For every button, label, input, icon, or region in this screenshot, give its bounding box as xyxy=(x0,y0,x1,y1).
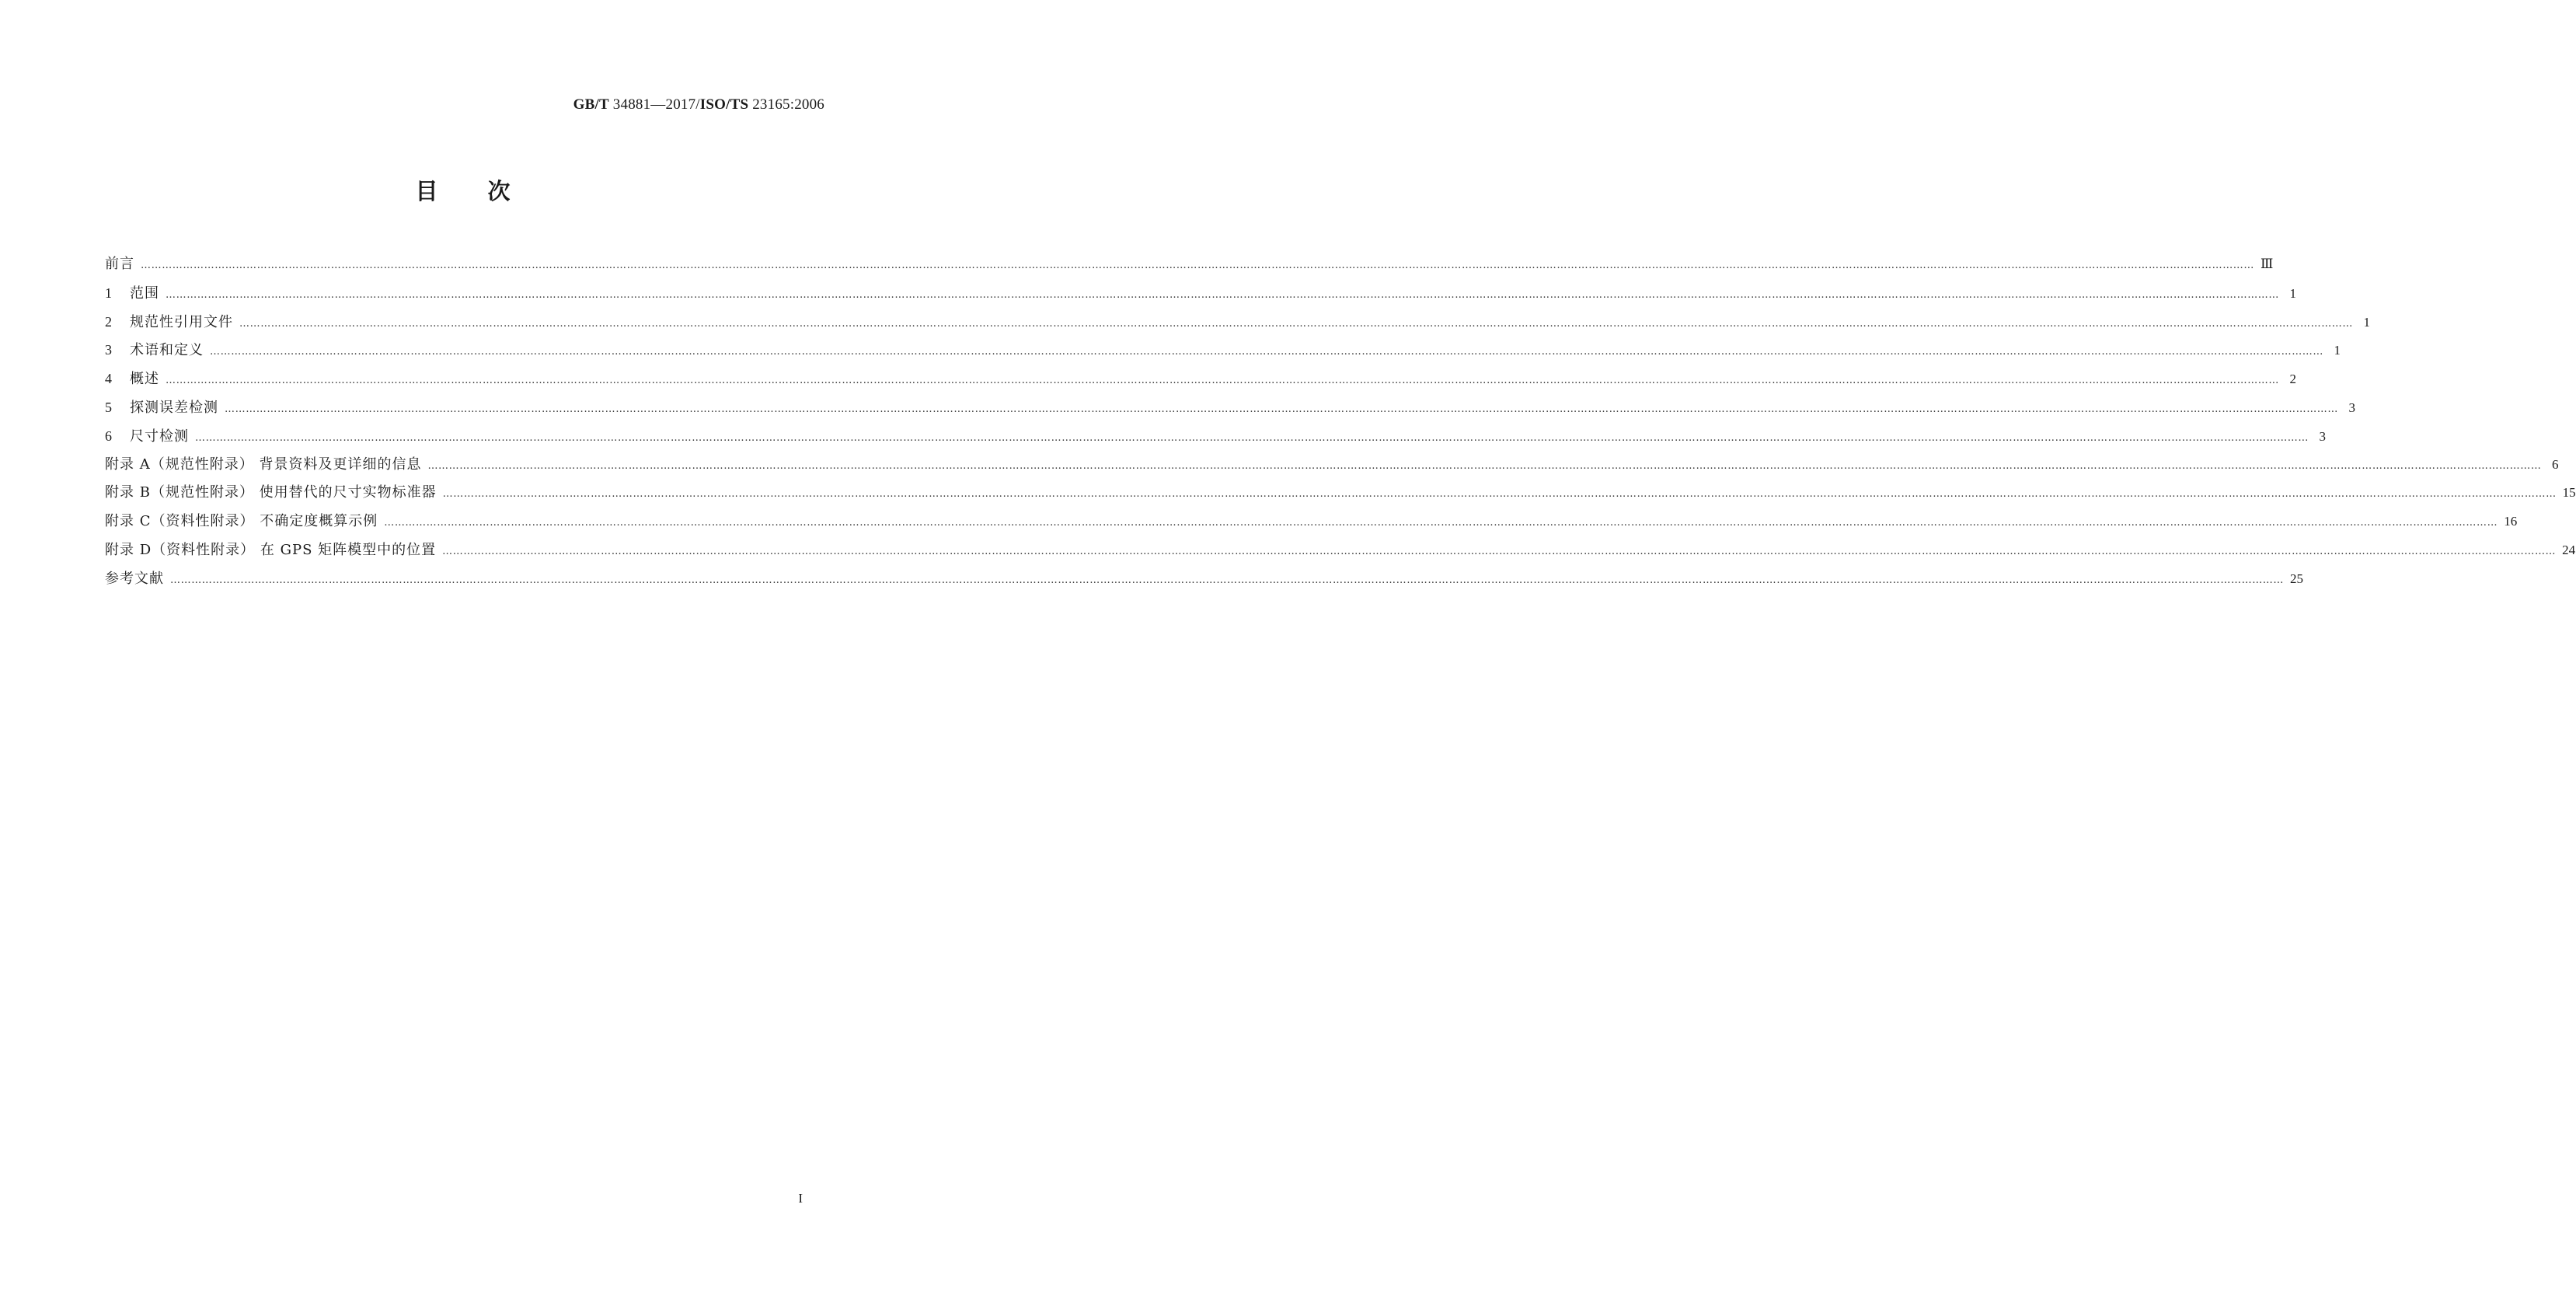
toc-entry-number: 5 xyxy=(105,399,113,415)
toc-entry-label xyxy=(105,479,437,508)
toc-entry-annex-d[interactable] xyxy=(105,536,2576,565)
toc-entry-page: 6 xyxy=(2551,456,2559,472)
toc-entry-title: 参考文献 xyxy=(105,570,164,587)
toc-entry-annex-b[interactable] xyxy=(105,479,2576,508)
toc-entry-number: 2 xyxy=(105,313,113,330)
toc-entry-page: 2 xyxy=(2289,372,2296,387)
toc-leader-dots: …………………………………………………………………………………………………………………………………………………………………………………………………………………………………………………………………………………………………………………………………………………………………………………………………………………………………………………………………………………………………………………………………………………… xyxy=(427,459,2542,472)
toc-entry[interactable] xyxy=(105,279,2296,308)
toc-entry-title: 附录 D（资料性附录） 在 GPS 矩阵模型中的位置 xyxy=(105,541,437,558)
toc-entry-title: 概述 xyxy=(130,371,159,388)
toc-entry-page: 1 xyxy=(2334,343,2341,358)
toc-leader-dots: …………………………………………………………………………………………………………………………………………………………………………………………………………………………………………………………………………………………………………………………………………………………………………………………………………………………………………………………………………………………………………………………………………………… xyxy=(166,288,2279,301)
table-of-contents xyxy=(105,250,2576,594)
toc-entry-bibliography[interactable] xyxy=(105,565,2303,594)
toc-leader-dots: …………………………………………………………………………………………………………………………………………………………………………………………………………………………………………………………………………………………………………………………………………………………………………………………………………………………………………………………………………………………………………………………………………………… xyxy=(195,431,2309,444)
page-number: I xyxy=(798,1191,803,1206)
toc-leader-dots: …………………………………………………………………………………………………………………………………………………………………………………………………………………………………………………………………………………………………………………………………………………………………………………………………………………………………………………………………………………………………………………………………………………… xyxy=(225,403,2338,415)
toc-entry-title: 探测误差检测 xyxy=(130,399,218,416)
toc-entry[interactable] xyxy=(105,393,2355,422)
page-title-char-1: 目 xyxy=(415,178,438,204)
toc-entry-label xyxy=(105,422,189,452)
toc-entry[interactable] xyxy=(105,308,2370,337)
toc-entry-title: 附录 C（资料性附录） 不确定度概算示例 xyxy=(105,513,378,530)
toc-leader-dots: …………………………………………………………………………………………………………………………………………………………………………………………………………………………………………………………………………………………………………………………………………………………………………………………………………………………………………………………………………………………………………………………………………………… xyxy=(210,346,2323,358)
toc-leader-dots: …………………………………………………………………………………………………………………………………………………………………………………………………………………………………………………………………………………………………………………………………………………………………………………………………………………………………………………………………………………………………………………………………………………… xyxy=(141,260,2254,271)
toc-entry-title: 范围 xyxy=(130,284,159,302)
toc-entry[interactable] xyxy=(105,336,2341,365)
toc-entry[interactable] xyxy=(105,422,2326,451)
toc-entry-label xyxy=(105,536,436,565)
toc-entry-title: 前言 xyxy=(105,256,134,272)
toc-leader-dots: …………………………………………………………………………………………………………………………………………………………………………………………………………………………………………………………………………………………………………………………………………………………………………………………………………………………………………………………………………………………………………………………………………………… xyxy=(384,517,2498,529)
toc-leader-dots: …………………………………………………………………………………………………………………………………………………………………………………………………………………………………………………………………………………………………………………………………………………………………………………………………………………………………………………………………………………………………………………………………………………… xyxy=(166,375,2279,387)
toc-entry-page: 3 xyxy=(2348,400,2355,415)
toc-entry-title: 附录 A（规范性附录） 背景资料及更详细的信息 xyxy=(105,456,422,473)
toc-entry-label xyxy=(105,393,218,423)
toc-entry-annex-c[interactable] xyxy=(105,508,2518,536)
page-title xyxy=(0,174,925,206)
toc-entry-title: 规范性引用文件 xyxy=(130,313,233,330)
toc-leader-dots: …………………………………………………………………………………………………………………………………………………………………………………………………………………………………………………………………………………………………………………………………………………………………………………………………………………………………………………………………………………………………………………………………………………… xyxy=(442,545,2557,557)
toc-entry-number: 6 xyxy=(105,428,113,444)
toc-entry-label xyxy=(105,250,134,279)
toc-entry-title: 尺寸检测 xyxy=(130,428,189,445)
toc-entry-label xyxy=(105,451,421,480)
standard-code xyxy=(573,96,824,113)
toc-entry-page: Ⅲ xyxy=(2261,257,2274,271)
toc-entry-annex-a[interactable] xyxy=(105,451,2559,480)
toc-entry-page: 3 xyxy=(2319,428,2326,444)
toc-entry-label xyxy=(105,279,159,309)
toc-entry-page: 24 xyxy=(2562,542,2576,557)
toc-entry-title: 术语和定义 xyxy=(130,342,204,359)
toc-entry-page: 15 xyxy=(2562,485,2576,501)
toc-entry-page: 25 xyxy=(2290,571,2303,586)
toc-entry-label xyxy=(105,336,204,365)
toc-leader-dots: …………………………………………………………………………………………………………………………………………………………………………………………………………………………………………………………………………………………………………………………………………………………………………………………………………………………………………………………………………………………………………………………………………………… xyxy=(239,317,2353,330)
standard-code-iso-number: 23165:2006 xyxy=(748,96,824,113)
toc-entry-title: 附录 B（规范性附录） 使用替代的尺寸实物标准器 xyxy=(105,484,437,501)
toc-entry-page: 16 xyxy=(2504,514,2518,529)
toc-entry-label xyxy=(105,565,164,594)
standard-code-prefix: GB/T xyxy=(573,96,609,113)
toc-entry-page: 1 xyxy=(2289,285,2296,301)
page-title-char-2: 次 xyxy=(487,178,511,204)
toc-entry-page: 1 xyxy=(2363,314,2370,330)
toc-entry[interactable] xyxy=(105,250,2274,279)
toc-leader-dots: …………………………………………………………………………………………………………………………………………………………………………………………………………………………………………………………………………………………………………………………………………………………………………………………………………………………………………………………………………………………………………………………………………………… xyxy=(442,488,2557,501)
toc-entry-label xyxy=(105,508,378,536)
standard-code-iso-prefix: ISO/TS xyxy=(699,96,749,113)
toc-entry-number: 3 xyxy=(105,342,113,358)
toc-leader-dots: …………………………………………………………………………………………………………………………………………………………………………………………………………………………………………………………………………………………………………………………………………………………………………………………………………………………………………………………………………………………………………………………………………………… xyxy=(170,574,2284,586)
standard-code-number: 34881—2017/ xyxy=(608,96,700,113)
toc-entry-label xyxy=(105,365,159,394)
toc-entry-number: 4 xyxy=(105,371,113,387)
toc-entry-label xyxy=(105,308,233,337)
toc-entry-number: 1 xyxy=(105,284,113,301)
toc-entry[interactable] xyxy=(105,365,2296,393)
